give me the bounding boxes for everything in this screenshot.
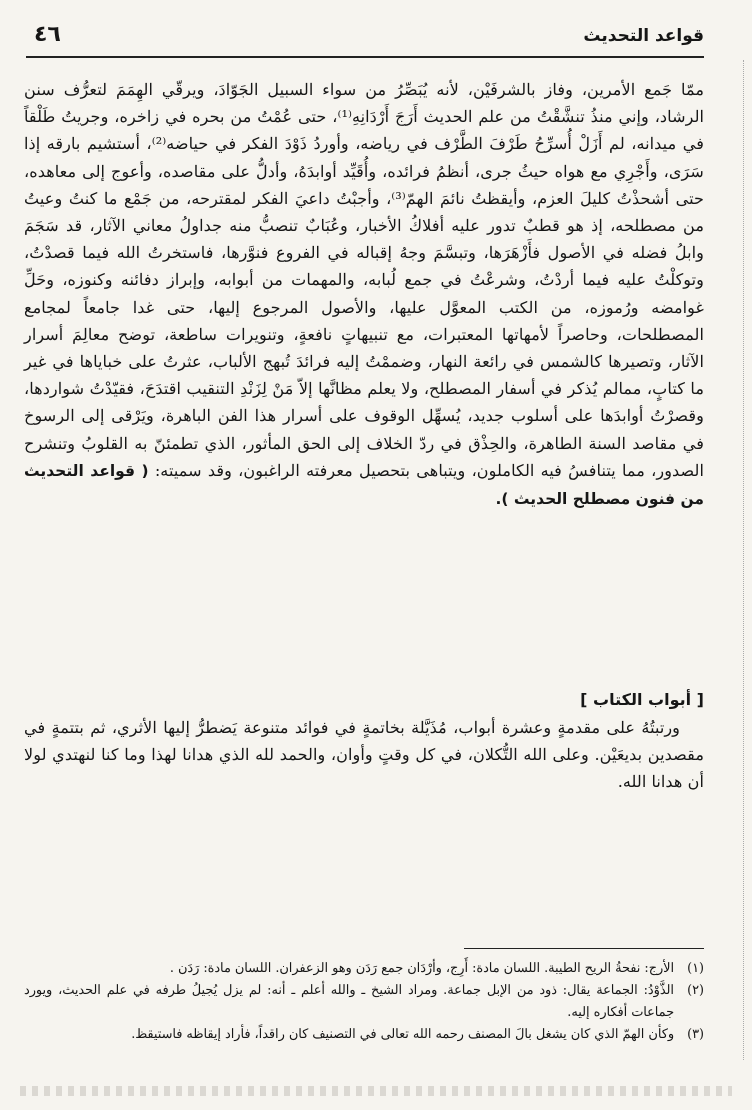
footnote-text: الأرج: نفحةُ الريح الطيبة. اللسان مادة: أَرِج، وأرْدَان جمع رَدَن وهو الزعفران. اللسان مادة: رَدَن .: [169, 961, 674, 976]
book-title: ( قواعد التحديث من فنون مصطلح الحديث ).: [24, 461, 704, 509]
footnote-number: (١): [687, 961, 704, 976]
footnotes: [24, 958, 704, 1046]
footnote-number: (٢): [687, 983, 704, 998]
paragraph-chapters: ورتبتُهُ على مقدمةٍ وعشرة أبواب، مُذَيَّلة بخاتمةٍ في فوائد متنوعة يَضطرُّ إليها الأثري، ثم بتتمةٍ في مقصدين بديعَيْن. وعلى الله التُّكلان، في كل وقتٍ وأوان، والحمد لله الذي هدانا لهذا وما كنا لنهتدي لولا أن هدانا الله.: [24, 718, 704, 792]
main-text: [24, 76, 704, 513]
page-header: [26, 22, 704, 58]
running-title: قواعد التحديث: [583, 26, 704, 46]
bottom-ornament: [20, 1086, 732, 1096]
page-edge-decoration: [729, 60, 744, 1060]
paragraph-intro: ممّا جَمع الأمرين، وفاز بالشرفَيْن، لأنه يُبَصِّرُ من سواء السبيل الجَوّادَ، ويرقّي الهِمَمَ لتعرُّف سنن الرشاد، وإني منذُ تنشَّقْتُ من علم الحديث أَرَجَ أَرْدَانِهِ⁽¹⁾، حتى عُمْتُ من بحره في زاخره، وجريتُ طَلْقاً في ميدانه، لم أَزَلْ أُسرِّحُ طَرْفَ الطَّرْف في رياضه، وأوردُ ذَوْدَ الفكر في حياضه⁽²⁾، أستشيم بارقه إذا سَرَى، وأَجْرِي مع هواه حيثُ جرى، أنظمُ فرائده، وأُقَيِّد أوابدَهُ، وأدلُّ على مقاصده، وأعوج إلى معاهده، حتى أشحذْتُ كليلَ العزم، وأيقظتُ نائمَ الهمّ⁽³⁾، وأجبْتُ داعيَ الفكر لمقترحه، من جَمْع ما كنتُ وعيتُ من مصطلحه، إذ هو قطبٌ تدور عليه أفلاكُ الأخبار، وعُبَابٌ تنصبُّ منه جداولُ معاني الآثار، قد سَجَمَ وابلُ فضله في الأصول فأَزْهَرَها، وتبسَّمَ وجهُ إقباله في الفروع فنوَّرها، فاستخرتُ الله فيما قصدْتُ، وتوكلْتُ عليه فيما أردْتُ، وشرعْتُ في جمع لُبابه، والمهمات من أبوابه، وإبراز دفائنه وكنوزه، وحَلِّ غوامضه ورُموزه، من الكتب المعوَّل عليها، والأصول المرجوع إليها، حتى غدا جامعاً لمجامع المصطلحات، وحاصراً لأمهاتها المعتبرات، مع تنبيهاتٍ نافعةٍ، وتنويرات ساطعة، توضح معالِمَ أسرار الآثار، وتصيرها كالشمس في رائعة النهار، وضممْتُ إليه فرائدَ تُبهج الألباب، عثرتُ على خباياها في غير ما كتابٍ، ممالم يُذكر في أسفار المصطلح، ولا يعلم مظانَّها إلاّ مَنْ لِزَنْدِ التنقيب اقتدَحَ، فقيّدْتُ شواردها، وقصرْتُ أوابدَها على أسلوب جديد، يُسهِّل الوقوف على أسرار هذا الفن الباهرة، ويَرْقى إلى الرسوخ في مقاصد السنة الطاهرة، والحِذْق في ردّ الخلاف إلى الحق المأثور، الذي تطمئنّ به القلوبُ وتنشرح الصدور، مما يتنافسُ فيه الكاملون، ويتباهى بتحصيل معرفته الراغبون، وقد سميته:: [24, 80, 705, 480]
footnote: [24, 1024, 704, 1046]
chapters-text: [24, 714, 704, 796]
page-number: ٤٦: [34, 22, 61, 47]
footnote: [24, 958, 704, 980]
footnote-text: وكأن الهمّ الذي كان يشغل بالَ المصنف رحمه الله تعالى في التصنيف كان راقداً، فأراد إيقاظه فاستيقظ.: [131, 1027, 674, 1042]
footnote-separator: [464, 948, 704, 949]
footnote-number: (٣): [687, 1027, 704, 1042]
footnote-text: الذَّوْدُ: الجماعة يقال: ذود من الإبل جماعة. ومراد الشيخ ـ والله أعلم ـ أنه: لم يزل يُجيلُ طرفه في علم الحديث، ويورد جماعات أفكاره إليه.: [24, 983, 674, 1020]
section-heading: [ أبواب الكتاب ]: [580, 690, 704, 709]
footnote: [24, 980, 704, 1024]
